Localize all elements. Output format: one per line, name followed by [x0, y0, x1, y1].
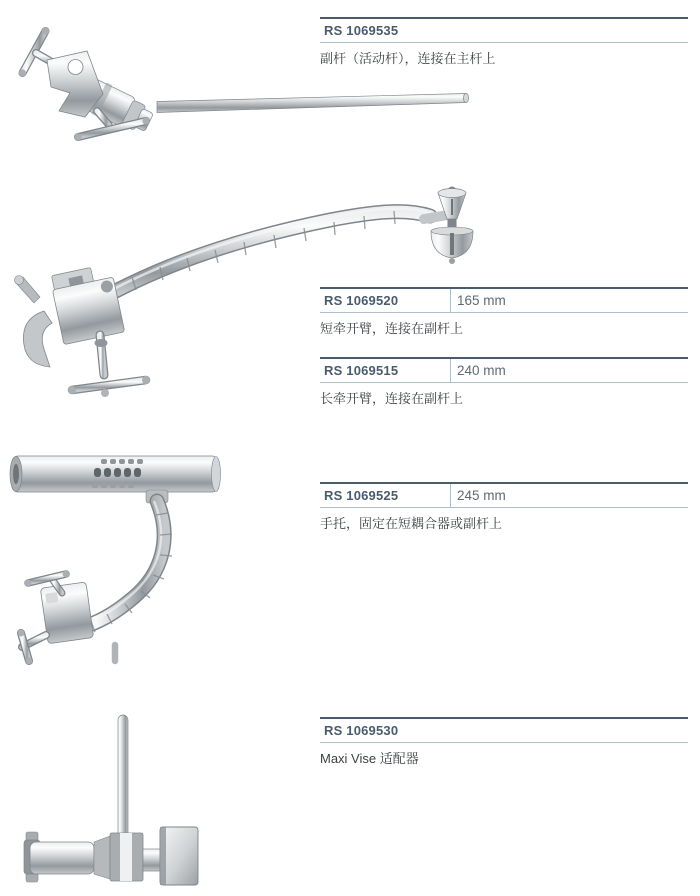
product-code: RS 1069530: [324, 723, 399, 738]
figure-hand-rest-flexible-arm: [0, 435, 330, 695]
product-description: 手托，固定在短耦合器或副杆上: [320, 516, 503, 531]
spec-table-rs1069525: [320, 482, 688, 532]
product-description: 长牵开臂，连接在副杆上: [320, 391, 464, 406]
product-length: 245 mm: [450, 484, 688, 507]
spec-table-rs1069530: [320, 717, 688, 767]
spec-header-row: [320, 359, 688, 383]
product-description: 副杆（活动杆），连接在主杆上: [320, 51, 496, 66]
product-code: RS 1069535: [324, 23, 399, 38]
product-code: RS 1069515: [324, 363, 399, 378]
spec-table-rs1069520: [320, 287, 688, 337]
product-code: RS 1069525: [324, 488, 399, 503]
spec-header-row: [320, 719, 688, 743]
product-code: RS 1069520: [324, 293, 399, 308]
spec-header-row: [320, 289, 688, 313]
product-length: 165 mm: [450, 289, 688, 312]
spec-table-rs1069515: [320, 357, 688, 407]
spec-header-row: [320, 19, 688, 43]
spec-table-rs1069535: [320, 17, 688, 67]
spec-header-row: [320, 484, 688, 508]
product-description: 短牵开臂，连接在副杆上: [320, 321, 464, 336]
product-length: 240 mm: [450, 359, 688, 382]
figure-maxi-vise-adapter: [15, 710, 235, 895]
product-description: Maxi Vise 适配器: [320, 751, 419, 766]
